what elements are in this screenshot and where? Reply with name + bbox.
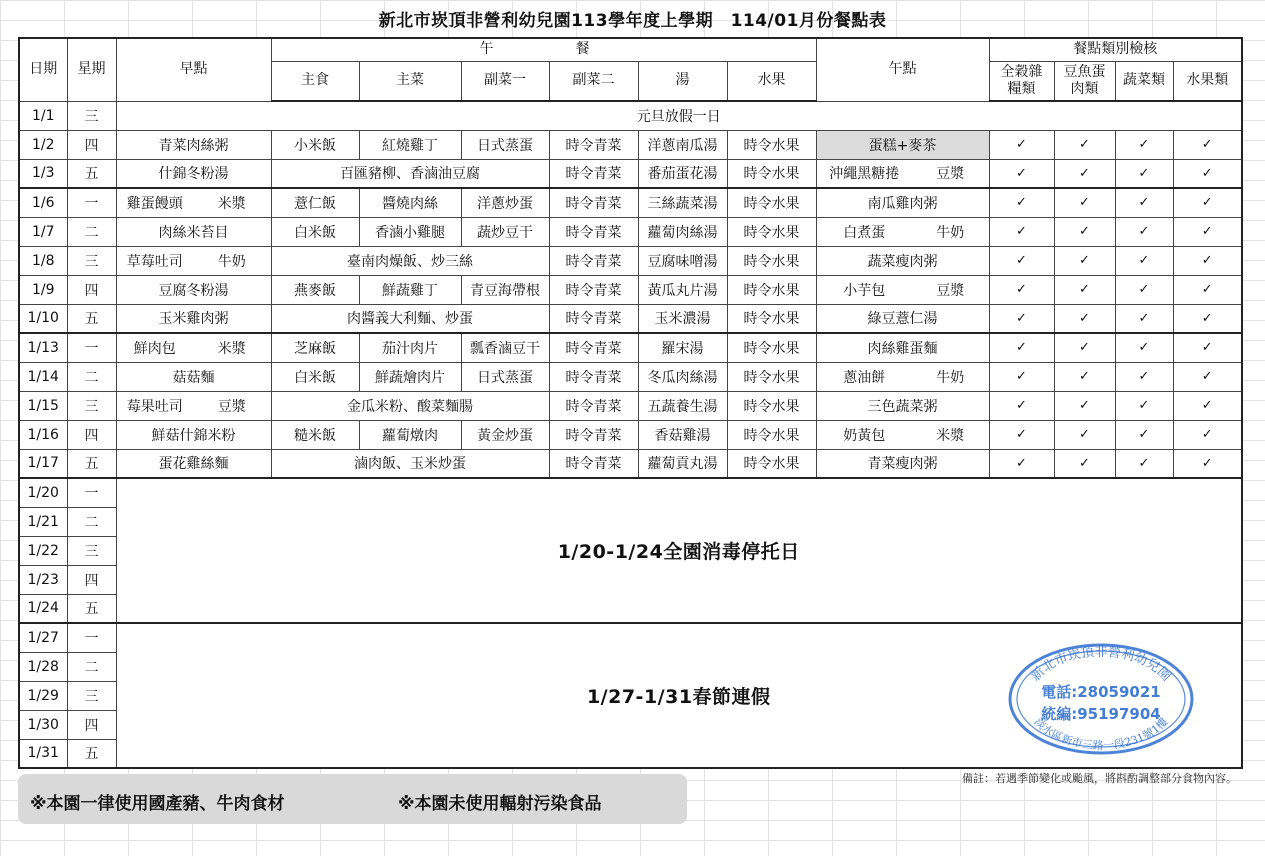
lunch-fruit: 時令水果 — [727, 333, 816, 362]
menu-row — [19, 217, 1242, 246]
check-mark: ✓ — [1115, 217, 1173, 246]
lunch-main: 鮮蔬雞丁 — [359, 275, 461, 304]
check-mark: ✓ — [1173, 420, 1242, 449]
snack-item: 蔬菜瘦肉粥 — [816, 246, 989, 275]
check-mark: ✓ — [989, 304, 1054, 333]
check-mark: ✓ — [1173, 246, 1242, 275]
svg-text:新北市崁頂非營利幼兒園: 新北市崁頂非營利幼兒園 — [1028, 645, 1174, 685]
snack-item: 蛋糕+麥茶 — [816, 130, 989, 159]
snack-item: 沖繩黑糖捲 — [816, 159, 912, 188]
lunch-soup: 玉米濃湯 — [638, 304, 727, 333]
check-mark: ✓ — [1173, 130, 1242, 159]
date-cell: 1/30 — [19, 710, 67, 739]
breakfast-item: 玉米雞肉粥 — [116, 304, 271, 333]
lunch-staple: 白米飯 — [271, 217, 359, 246]
lunch-main: 鮮蔬燴肉片 — [359, 362, 461, 391]
lunch-side2: 時令青菜 — [549, 362, 638, 391]
snack-item: 肉絲雞蛋麵 — [816, 333, 989, 362]
lunch-fruit: 時令水果 — [727, 362, 816, 391]
check-mark: ✓ — [1115, 188, 1173, 217]
weekday-cell: 四 — [67, 130, 116, 159]
date-cell: 1/31 — [19, 739, 67, 768]
check-mark: ✓ — [989, 391, 1054, 420]
lunch-soup: 蘿蔔肉絲湯 — [638, 217, 727, 246]
check-mark: ✓ — [1173, 159, 1242, 188]
menu-row — [19, 362, 1242, 391]
lunch-fruit: 時令水果 — [727, 217, 816, 246]
snack-item: 青菜瘦肉粥 — [816, 449, 989, 478]
date-cell: 1/13 — [19, 333, 67, 362]
header-check-sub-line: 全穀雜 — [1000, 63, 1043, 80]
header-check-sub — [989, 61, 1054, 101]
lunch-staple: 芝麻飯 — [271, 333, 359, 362]
check-mark: ✓ — [1115, 304, 1173, 333]
weekday-cell: 一 — [67, 333, 116, 362]
lunch-side1: 蔬炒豆干 — [461, 217, 549, 246]
date-cell: 1/21 — [19, 507, 67, 536]
header-check-sub — [1173, 61, 1242, 101]
breakfast-item: 鮮肉包 — [116, 333, 193, 362]
check-mark: ✓ — [989, 130, 1054, 159]
check-mark: ✓ — [1173, 275, 1242, 304]
svg-text:統編:95197904: 統編:95197904 — [1041, 705, 1161, 723]
weekday-cell: 五 — [67, 449, 116, 478]
lunch-soup: 五蔬養生湯 — [638, 391, 727, 420]
header-check-sub — [1054, 61, 1115, 101]
lunch-fruit: 時令水果 — [727, 188, 816, 217]
lunch-staple: 白米飯 — [271, 362, 359, 391]
check-mark: ✓ — [1173, 217, 1242, 246]
lunch-main: 醬燒肉絲 — [359, 188, 461, 217]
menu-row — [19, 275, 1242, 304]
menu-row — [19, 101, 1242, 130]
date-cell: 1/27 — [19, 623, 67, 652]
check-mark: ✓ — [1054, 362, 1115, 391]
date-cell: 1/28 — [19, 652, 67, 681]
breakfast-drink: 米漿 — [193, 188, 271, 217]
menu-row — [19, 333, 1242, 362]
header-lunch-sub: 主食 — [271, 61, 359, 101]
check-mark: ✓ — [1054, 420, 1115, 449]
header-check-sub-line: 糧類 — [1007, 80, 1036, 97]
snack-item: 小芋包 — [816, 275, 912, 304]
breakfast-item: 菇菇麵 — [116, 362, 271, 391]
lunch-side2: 時令青菜 — [549, 275, 638, 304]
snack-drink: 豆漿 — [912, 275, 989, 304]
lunch-staple: 薏仁飯 — [271, 188, 359, 217]
lunch-combo: 金瓜米粉、酸菜麵腸 — [271, 391, 549, 420]
header-check-sub-line: 肉類 — [1070, 80, 1099, 97]
breakfast-drink: 米漿 — [193, 333, 271, 362]
menu-row — [19, 159, 1242, 188]
check-mark: ✓ — [1115, 420, 1173, 449]
date-cell: 1/6 — [19, 188, 67, 217]
check-mark: ✓ — [1054, 391, 1115, 420]
header-check-sub-line: 水果類 — [1186, 72, 1229, 89]
closure-text: 1/27-1/31春節連假 — [116, 623, 1242, 768]
weekday-cell: 一 — [67, 188, 116, 217]
lunch-fruit: 時令水果 — [727, 275, 816, 304]
lunch-side2: 時令青菜 — [549, 246, 638, 275]
lunch-soup: 番茄蛋花湯 — [638, 159, 727, 188]
snack-item: 白煮蛋 — [816, 217, 912, 246]
lunch-soup: 蘿蔔貢丸湯 — [638, 449, 727, 478]
lunch-side1: 洋蔥炒蛋 — [461, 188, 549, 217]
lunch-side2: 時令青菜 — [549, 188, 638, 217]
lunch-side2: 時令青菜 — [549, 217, 638, 246]
header-check-sub-line: 豆魚蛋 — [1063, 63, 1106, 80]
lunch-side2: 時令青菜 — [549, 304, 638, 333]
lunch-staple: 小米飯 — [271, 130, 359, 159]
snack-item: 蔥油餅 — [816, 362, 912, 391]
header-check: 餐點類別檢核 — [989, 38, 1242, 61]
notice-box — [18, 774, 687, 824]
lunch-main: 紅燒雞丁 — [359, 130, 461, 159]
lunch-fruit: 時令水果 — [727, 159, 816, 188]
breakfast-item: 雞蛋饅頭 — [116, 188, 193, 217]
check-mark: ✓ — [1054, 188, 1115, 217]
header-lunch-sub: 副菜一 — [461, 61, 549, 101]
lunch-fruit: 時令水果 — [727, 420, 816, 449]
weekday-cell: 二 — [67, 507, 116, 536]
snack-drink: 豆漿 — [912, 159, 989, 188]
snack-item: 三色蔬菜粥 — [816, 391, 989, 420]
lunch-soup: 黃瓜丸片湯 — [638, 275, 727, 304]
check-mark: ✓ — [989, 333, 1054, 362]
lunch-main: 蘿蔔燉肉 — [359, 420, 461, 449]
date-cell: 1/1 — [19, 101, 67, 130]
breakfast-item: 鮮菇什錦米粉 — [116, 420, 271, 449]
weekday-cell: 四 — [67, 420, 116, 449]
date-cell: 1/14 — [19, 362, 67, 391]
notice-domestic-meat: ※本園一律使用國產豬、牛肉食材 — [30, 794, 285, 814]
weekday-cell: 二 — [67, 217, 116, 246]
lunch-side1: 青豆海帶根 — [461, 275, 549, 304]
check-mark: ✓ — [1173, 304, 1242, 333]
svg-text:電話:28059021: 電話:28059021 — [1041, 683, 1161, 701]
lunch-main: 茄汁肉片 — [359, 333, 461, 362]
menu-row — [19, 130, 1242, 159]
menu-row — [19, 304, 1242, 333]
lunch-combo: 肉醬義大利麵、炒蛋 — [271, 304, 549, 333]
lunch-combo: 臺南肉燥飯、炒三絲 — [271, 246, 549, 275]
check-mark: ✓ — [989, 246, 1054, 275]
date-cell: 1/8 — [19, 246, 67, 275]
lunch-soup: 香菇雞湯 — [638, 420, 727, 449]
header-lunch-sub: 副菜二 — [549, 61, 638, 101]
check-mark: ✓ — [1173, 188, 1242, 217]
lunch-soup: 冬瓜肉絲湯 — [638, 362, 727, 391]
menu-row — [19, 420, 1242, 449]
check-mark: ✓ — [1173, 449, 1242, 478]
notice-no-radiation: ※本園未使用輻射污染食品 — [398, 794, 602, 814]
lunch-side1: 日式蒸蛋 — [461, 130, 549, 159]
header-weekday: 星期 — [67, 38, 116, 101]
weekday-cell: 二 — [67, 362, 116, 391]
check-mark: ✓ — [989, 275, 1054, 304]
weekday-cell: 三 — [67, 101, 116, 130]
header-lunch-sub: 主菜 — [359, 61, 461, 101]
lunch-fruit: 時令水果 — [727, 304, 816, 333]
lunch-fruit: 時令水果 — [727, 130, 816, 159]
date-cell: 1/2 — [19, 130, 67, 159]
weekday-cell: 三 — [67, 536, 116, 565]
check-mark: ✓ — [1054, 275, 1115, 304]
lunch-staple: 燕麥飯 — [271, 275, 359, 304]
lunch-fruit: 時令水果 — [727, 391, 816, 420]
weekday-cell: 二 — [67, 652, 116, 681]
lunch-fruit: 時令水果 — [727, 246, 816, 275]
breakfast-item: 莓果吐司 — [116, 391, 193, 420]
check-mark: ✓ — [1173, 362, 1242, 391]
weekday-cell: 三 — [67, 391, 116, 420]
header-snack: 午點 — [816, 38, 989, 101]
lunch-fruit: 時令水果 — [727, 449, 816, 478]
check-mark: ✓ — [989, 362, 1054, 391]
weekday-cell: 四 — [67, 565, 116, 594]
header-check-sub — [1115, 61, 1173, 101]
lunch-side1: 日式蒸蛋 — [461, 362, 549, 391]
lunch-side1: 黃金炒蛋 — [461, 420, 549, 449]
lunch-side2: 時令青菜 — [549, 391, 638, 420]
header-breakfast: 早點 — [116, 38, 271, 101]
check-mark: ✓ — [1115, 246, 1173, 275]
closure-row — [19, 478, 1242, 507]
check-mark: ✓ — [1054, 159, 1115, 188]
breakfast-drink: 牛奶 — [193, 246, 271, 275]
lunch-side2: 時令青菜 — [549, 159, 638, 188]
menu-row — [19, 188, 1242, 217]
snack-item: 綠豆薏仁湯 — [816, 304, 989, 333]
check-mark: ✓ — [989, 420, 1054, 449]
weekday-cell: 三 — [67, 246, 116, 275]
breakfast-item: 蛋花雞絲麵 — [116, 449, 271, 478]
header-lunch: 午 餐 — [271, 38, 816, 61]
page-title: 新北市崁頂非營利幼兒園113學年度上學期 114/01月份餐點表 — [378, 11, 887, 31]
check-mark: ✓ — [1173, 391, 1242, 420]
breakfast-item: 草莓吐司 — [116, 246, 193, 275]
weekday-cell: 五 — [67, 739, 116, 768]
header-check-sub-line: 蔬菜類 — [1123, 72, 1165, 89]
date-cell: 1/3 — [19, 159, 67, 188]
check-mark: ✓ — [1054, 130, 1115, 159]
snack-drink: 牛奶 — [912, 362, 989, 391]
check-mark: ✓ — [1173, 333, 1242, 362]
date-cell: 1/15 — [19, 391, 67, 420]
menu-row — [19, 391, 1242, 420]
header-date: 日期 — [19, 38, 67, 101]
header-lunch-sub: 水果 — [727, 61, 816, 101]
snack-item: 南瓜雞肉粥 — [816, 188, 989, 217]
check-mark: ✓ — [1115, 130, 1173, 159]
header-lunch-sub: 湯 — [638, 61, 727, 101]
date-cell: 1/7 — [19, 217, 67, 246]
school-seal-stamp — [1007, 642, 1195, 756]
lunch-soup: 豆腐味噌湯 — [638, 246, 727, 275]
check-mark: ✓ — [1054, 333, 1115, 362]
lunch-combo: 滷肉飯、玉米炒蛋 — [271, 449, 549, 478]
lunch-soup: 羅宋湯 — [638, 333, 727, 362]
lunch-staple: 糙米飯 — [271, 420, 359, 449]
date-cell: 1/16 — [19, 420, 67, 449]
check-mark: ✓ — [989, 159, 1054, 188]
snack-drink: 牛奶 — [912, 217, 989, 246]
remark-note: 備註：若遇季節變化或颱風，將斟酌調整部分食物內容。 — [962, 772, 1237, 785]
date-cell: 1/24 — [19, 594, 67, 623]
lunch-side2: 時令青菜 — [549, 449, 638, 478]
snack-drink: 米漿 — [912, 420, 989, 449]
weekday-cell: 五 — [67, 159, 116, 188]
weekday-cell: 一 — [67, 478, 116, 507]
breakfast-item: 什錦冬粉湯 — [116, 159, 271, 188]
check-mark: ✓ — [1054, 246, 1115, 275]
lunch-side2: 時令青菜 — [549, 130, 638, 159]
check-mark: ✓ — [989, 217, 1054, 246]
svg-text:淡水區新市三路一段231號1樓: 淡水區新市三路一段231號1樓 — [1031, 715, 1171, 753]
holiday-cell: 元旦放假一日 — [116, 101, 1242, 130]
weekday-cell: 一 — [67, 623, 116, 652]
lunch-combo: 百匯豬柳、香滷油豆腐 — [271, 159, 549, 188]
breakfast-item: 青菜肉絲粥 — [116, 130, 271, 159]
lunch-side2: 時令青菜 — [549, 420, 638, 449]
lunch-soup: 洋蔥南瓜湯 — [638, 130, 727, 159]
breakfast-drink: 豆漿 — [193, 391, 271, 420]
check-mark: ✓ — [1054, 304, 1115, 333]
date-cell: 1/29 — [19, 681, 67, 710]
breakfast-item: 肉絲米苔目 — [116, 217, 271, 246]
date-cell: 1/20 — [19, 478, 67, 507]
check-mark: ✓ — [1115, 333, 1173, 362]
weekday-cell: 五 — [67, 594, 116, 623]
breakfast-item: 豆腐冬粉湯 — [116, 275, 271, 304]
check-mark: ✓ — [1115, 275, 1173, 304]
lunch-side1: 瓢香滷豆干 — [461, 333, 549, 362]
lunch-side2: 時令青菜 — [549, 333, 638, 362]
check-mark: ✓ — [989, 449, 1054, 478]
date-cell: 1/9 — [19, 275, 67, 304]
check-mark: ✓ — [1115, 391, 1173, 420]
check-mark: ✓ — [989, 188, 1054, 217]
lunch-main: 香滷小雞腿 — [359, 217, 461, 246]
check-mark: ✓ — [1054, 217, 1115, 246]
check-mark: ✓ — [1115, 362, 1173, 391]
closure-text: 1/20-1/24全園消毒停托日 — [116, 478, 1242, 623]
weekday-cell: 四 — [67, 710, 116, 739]
date-cell: 1/23 — [19, 565, 67, 594]
weekday-cell: 三 — [67, 681, 116, 710]
lunch-soup: 三絲蔬菜湯 — [638, 188, 727, 217]
check-mark: ✓ — [1115, 159, 1173, 188]
snack-item: 奶黃包 — [816, 420, 912, 449]
date-cell: 1/17 — [19, 449, 67, 478]
check-mark: ✓ — [1054, 449, 1115, 478]
weekday-cell: 四 — [67, 275, 116, 304]
menu-row — [19, 246, 1242, 275]
date-cell: 1/10 — [19, 304, 67, 333]
date-cell: 1/22 — [19, 536, 67, 565]
check-mark: ✓ — [1115, 449, 1173, 478]
menu-row — [19, 449, 1242, 478]
weekday-cell: 五 — [67, 304, 116, 333]
